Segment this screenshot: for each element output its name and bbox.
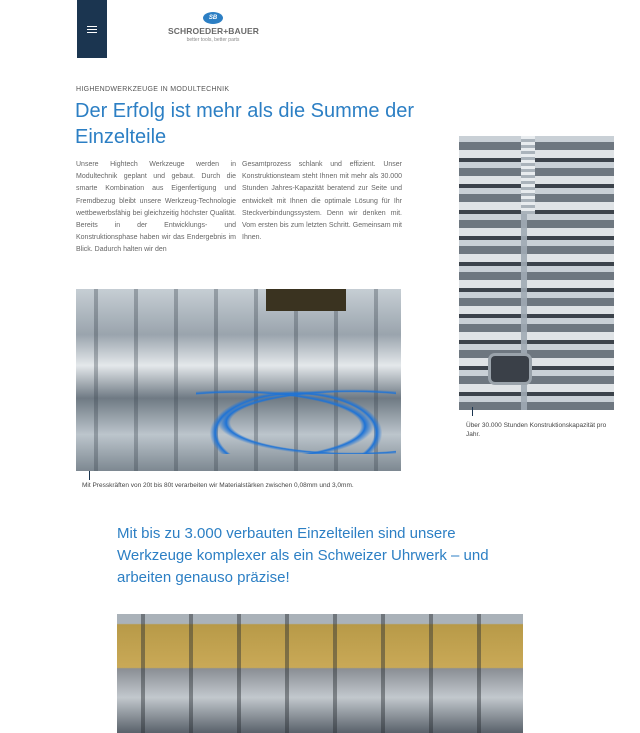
logo-tagline: better tools, better parts (186, 37, 240, 43)
tooling-detail-caption: Über 30.000 Stunden Konstruktionskapazität pro Jahr. (466, 422, 607, 438)
tooling-detail-photo (459, 136, 614, 410)
logo-name: SCHROEDER+BAUER (168, 26, 259, 36)
company-logo[interactable] (168, 12, 258, 43)
logo-badge: SB (203, 12, 223, 24)
menu-button[interactable] (77, 0, 107, 58)
intro-text-column-2: Gesamtprozess schlank und effizient. Unser Konstruktionsteam steht Ihnen mit mehr als 30.000 Stunden Jahres-Kapazität beratend zur Seite und entwickelt mit Ihnen die optimale Lösung für Ihr Steckverbindungssystem. Denn wir denken mit. Vom ersten bis zum letzten Schritt. Gemeinsam mit Ihnen. (242, 161, 402, 242)
tool-assembly-photo (117, 614, 523, 733)
caption-marker (472, 407, 473, 416)
page-title: Der Erfolg ist mehr als die Summe der Einzelteile (75, 100, 415, 148)
intro-text-column-1: Unsere Hightech Werkzeuge werden in Modultechnik geplant und gebaut. Durch die smarte Kombination aus Eigenfertigung und Fremdbezug bleibt unsere Werkzeug-Technologie wettbewerbsfähig bei gleichzeitig höchster Qualität. Bereits in der Entwicklungs- und Konstruktionsphase haben wir das Endergebnis im Blick. Dadurch halten wir den (76, 161, 236, 254)
hamburger-menu-icon (87, 26, 97, 33)
press-tool-photo (76, 289, 401, 471)
highlight-quote: Mit bis zu 3.000 verbauten Einzelteilen sind unsere Werkzeuge komplexer als ein Schweizer Uhrwerk – und arbeiten genauso präzise! (117, 525, 489, 586)
caption-marker (89, 471, 90, 480)
press-tool-caption: Mit Presskräften von 20t bis 80t verarbeiten wir Materialstärken zwischen 0,08mm und 3,0mm. (82, 482, 354, 489)
section-eyebrow: HIGHENDWERKZEUGE IN MODULTECHNIK (76, 86, 230, 93)
